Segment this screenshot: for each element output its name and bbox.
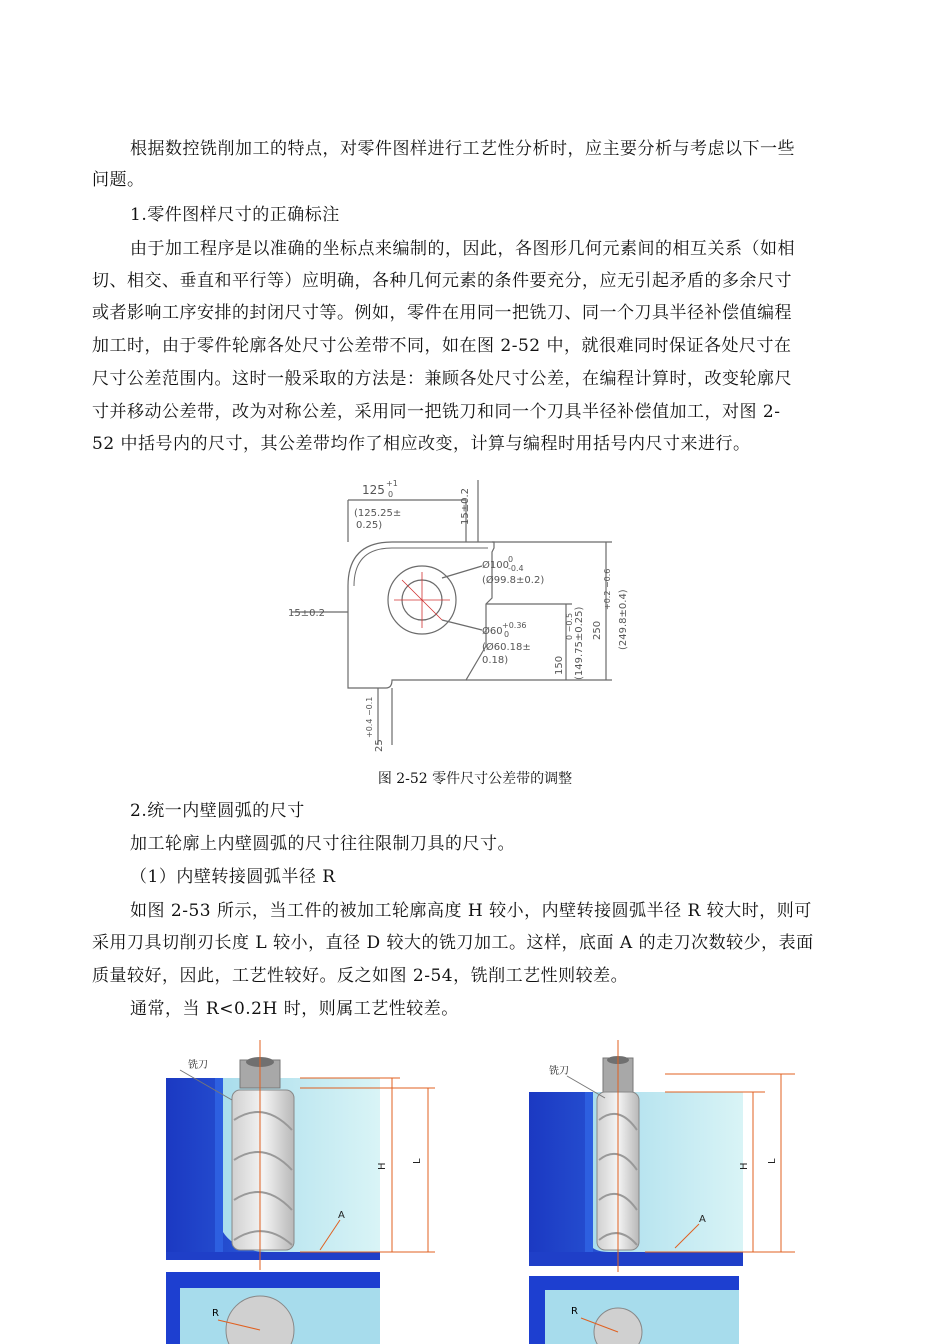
- label-A: A: [699, 1214, 706, 1225]
- tool-body: [232, 1090, 294, 1250]
- svg-text:+0.36: +0.36: [502, 621, 527, 630]
- paragraph-line: 通常，当 R<0.2H 时，则属工艺性较差。: [130, 999, 459, 1019]
- paragraph-line: 如图 2-53 所示，当工件的被加工轮廓高度 H 较小，内壁转接圆弧半径 R 较大时，则可: [130, 901, 812, 921]
- label-L: L: [412, 1158, 423, 1164]
- dim-15-left: 15±0.2: [288, 608, 326, 619]
- paragraph-line: 质量较好，因此，工艺性较好。反之如图 2-54，铣削工艺性则较差。: [92, 966, 629, 986]
- paragraph-line: 尺寸公差范围内。这时一般采取的方法是：兼顾各处尺寸公差，在编程计算时，改变轮廓尺: [92, 369, 792, 389]
- label-A: A: [338, 1210, 345, 1221]
- svg-text:(Ø99.8±0.2): (Ø99.8±0.2): [482, 575, 545, 586]
- figure-2-52-drawing: [282, 470, 642, 760]
- section-heading: 1.零件图样尺寸的正确标注: [130, 205, 340, 225]
- paragraph-line: 根据数控铣削加工的特点，对零件图样进行工艺性分析时，应主要分析与考虑以下一些: [130, 139, 795, 159]
- dim-150: 150: [554, 655, 565, 675]
- paragraph-line: 加工轮廓上内壁圆弧的尺寸往往限制刀具的尺寸。: [130, 834, 515, 854]
- label-R: R: [212, 1308, 219, 1319]
- label-H: H: [739, 1162, 750, 1170]
- svg-text:(125.25±: (125.25±: [354, 508, 402, 519]
- svg-text:(149.75±0.25): (149.75±0.25): [574, 606, 585, 680]
- label-L: L: [767, 1158, 778, 1164]
- svg-text:0.18): 0.18): [482, 655, 509, 666]
- section-heading: 2.统一内壁圆弧的尺寸: [130, 801, 305, 821]
- dim-dia60: Ø60: [482, 626, 503, 637]
- svg-text:(249.8±0.4): (249.8±0.4): [618, 589, 629, 650]
- tool-label: 铣刀: [188, 1060, 208, 1071]
- paragraph-line: 加工时，由于零件轮廓各处尺寸公差带不同，如在图 2-52 中，就很难同时保证各处尺寸在: [92, 336, 792, 356]
- label-R: R: [571, 1306, 578, 1317]
- paragraph-line: 寸并移动公差带，改为对称公差，采用同一把铣刀和同一个刀具半径补偿值加工，对图 2-: [92, 402, 781, 422]
- paragraph-line: 问题。: [92, 170, 145, 190]
- figure-2-53-left: [160, 1040, 450, 1344]
- dim-25: 25: [374, 739, 385, 752]
- dim-250: 250: [592, 620, 603, 640]
- tool-label: 铣刀: [549, 1066, 569, 1077]
- svg-text:-0.4: -0.4: [508, 564, 524, 573]
- svg-text:(Ø60.18±: (Ø60.18±: [482, 642, 531, 653]
- svg-text:0: 0: [508, 555, 514, 564]
- paragraph-line: 52 中括号内的尺寸，其公差带均作了相应改变，计算与编程时用括号内尺寸来进行。: [92, 434, 751, 454]
- subsection-heading: （1）内壁转接圆弧半径 R: [130, 867, 336, 887]
- svg-text:+0.2 −0.6: +0.2 −0.6: [603, 568, 612, 610]
- svg-text:0: 0: [504, 630, 510, 639]
- label-H: H: [377, 1162, 388, 1170]
- paragraph-line: 由于加工程序是以准确的坐标点来编制的，因此，各图形几何元素间的相互关系（如相: [130, 239, 795, 259]
- part-outline: [348, 542, 494, 688]
- svg-text:0 −0.5: 0 −0.5: [565, 612, 574, 640]
- dim-15-top: 15±0.2: [460, 487, 471, 525]
- svg-text:0.25): 0.25): [356, 520, 383, 531]
- svg-text:+0.4 −0.1: +0.4 −0.1: [365, 696, 374, 738]
- svg-text:+1: +1: [386, 479, 398, 488]
- dim-125: 125: [362, 483, 385, 497]
- paragraph-line: 或者影响工序安排的封闭尺寸等。例如，零件在用同一把铣刀、同一个刀具半径补偿值编程: [92, 303, 792, 323]
- paragraph-line: 切、相交、垂直和平行等）应明确，各种几何元素的条件要充分，应无引起矛盾的多余尺寸: [92, 271, 792, 291]
- figure-2-53-right: [525, 1040, 815, 1344]
- figure-2-52-caption: 图 2-52 零件尺寸公差带的调整: [377, 771, 573, 787]
- svg-text:0: 0: [388, 490, 394, 499]
- paragraph-line: 采用刀具切削刃长度 L 较小，直径 D 较大的铣刀加工。这样，底面 A 的走刀次数较少，表面: [92, 933, 814, 953]
- dim-dia100: Ø100: [482, 560, 509, 571]
